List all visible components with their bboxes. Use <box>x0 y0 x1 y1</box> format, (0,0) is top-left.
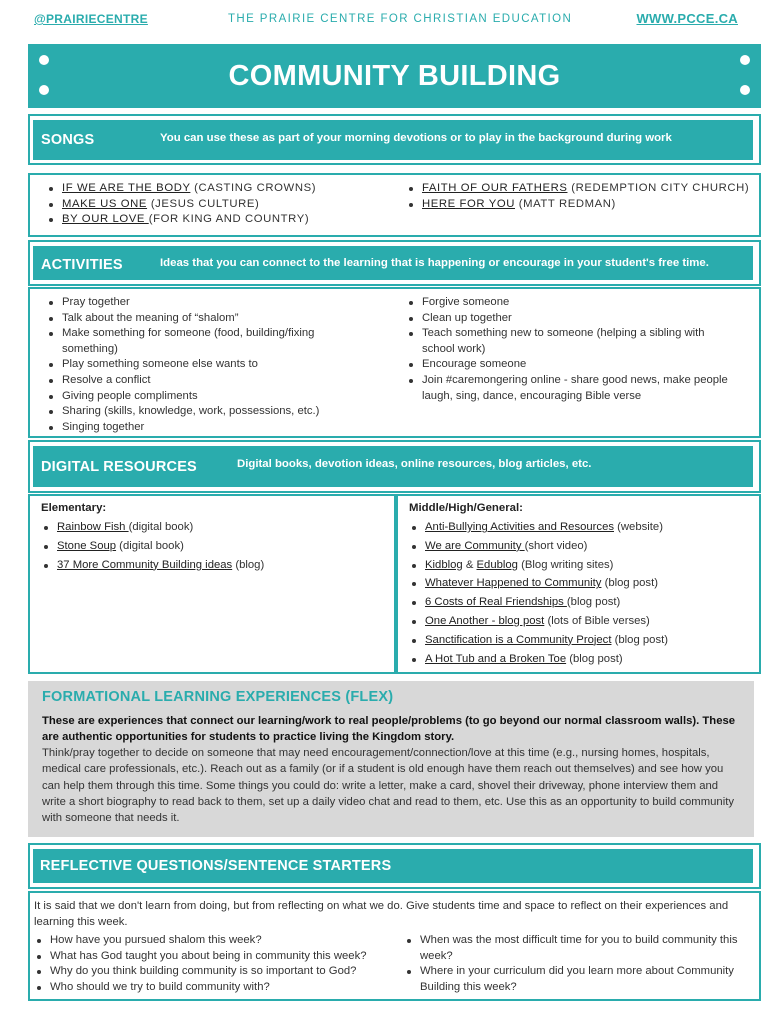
songs-header <box>33 120 753 160</box>
activity-item: Pray together <box>46 295 346 311</box>
songs-list-box <box>28 173 761 237</box>
middle-resource-link[interactable]: Sanctification is a Community Project <box>425 633 612 646</box>
reflective-question-item: Where in your curriculum did you learn more about Community Building this week? <box>404 964 754 995</box>
activity-item: Make something for someone (food, building/fixing something) <box>46 326 346 357</box>
song-item <box>46 181 396 197</box>
song-item <box>406 181 756 197</box>
middle-resource-item <box>409 631 749 650</box>
elementary-resource-text: (blog) <box>232 558 265 571</box>
middle-resource-item <box>409 537 749 556</box>
middle-resource-text: & <box>462 558 477 571</box>
middle-resource-text: (blog post) <box>566 652 623 665</box>
song-link[interactable]: IF WE ARE THE BODY <box>62 182 191 194</box>
middle-resource-text: (short video) <box>524 539 588 552</box>
activities-list-box <box>28 287 761 438</box>
song-item <box>46 197 396 213</box>
elementary-label: Elementary: <box>41 502 107 514</box>
middle-resource-item <box>409 593 749 612</box>
flex-body-text: Think/pray together to decide on someone that may need encouragement/connection/love at this time (e.g., nursing homes, hospitals, medical care professionals, etc.). Reach out as a family (or if a student is old enough have them reach out themselves) and see how you can help them through this time. Some things you could do: write a letter, make a card, shovel their driveway, phone interview them and write a short biography to read back to them, set up a daily video chat and read to them, etc. Use this as an opportunity to build community with someone that needs it. <box>42 747 734 825</box>
activities-list-left <box>46 295 346 435</box>
elementary-resource-link[interactable]: 37 More Community Building ideas <box>57 558 233 571</box>
middle-box <box>396 494 761 674</box>
activities-description: Ideas that you can connect to the learning that is happening or encourage in your student's free time. <box>160 257 709 269</box>
middle-resource-item <box>409 518 749 537</box>
reflective-question-item: Who should we try to build community with? <box>34 980 394 996</box>
reflective-box <box>28 891 761 1001</box>
activity-item: Encourage someone <box>406 357 736 373</box>
elementary-resource-item <box>41 556 381 575</box>
song-link[interactable]: FAITH OF OUR FATHERS <box>422 182 568 194</box>
activities-header <box>33 246 753 280</box>
digital-heading: DIGITAL RESOURCES <box>41 459 197 475</box>
middle-list <box>409 518 749 668</box>
elementary-resource-link[interactable]: Rainbow Fish <box>57 521 129 533</box>
songs-description: You can use these as part of your morning devotions or to play in the background during work <box>160 132 672 144</box>
middle-resource-link[interactable]: A Hot Tub and a Broken Toe <box>425 652 567 665</box>
song-item <box>46 212 396 228</box>
flex-bold-text: These are experiences that connect our learning/work to real people/problems (to go beyond our normal classroom walls). These are authentic opportunities for students to practice living the Kingdom story. <box>42 715 736 744</box>
middle-resource-link[interactable]: We are Community <box>425 539 525 552</box>
org-name: THE PRAIRIE CENTRE FOR CHRISTIAN EDUCATION <box>228 13 573 25</box>
reflective-question-item: Why do you think building community is so important to God? <box>34 964 394 980</box>
activity-item: Join #caremongering online - share good news, make people laugh, sing, dance, encouraging Bible verse <box>406 373 736 404</box>
activity-item: Teach something new to someone (helping a sibling with school work) <box>406 326 736 357</box>
reflective-question-item: How have you pursued shalom this week? <box>34 933 394 949</box>
page-title: COMMUNITY BUILDING <box>228 60 561 92</box>
middle-resource-link[interactable]: Whatever Happened to Community <box>425 577 602 590</box>
songs-list-left <box>46 181 396 228</box>
middle-resource-text: (blog post) <box>566 596 621 609</box>
activity-item: Singing together <box>46 420 346 436</box>
song-text: (REDEMPTION CITY CHURCH) <box>567 182 750 194</box>
middle-resource-text: (website) <box>614 521 663 533</box>
middle-resource-text: (blog post) <box>601 577 658 590</box>
reflective-question-item: What has God taught you about being in community this week? <box>34 949 394 965</box>
reflective-list-left <box>34 933 394 995</box>
elementary-list <box>41 518 381 574</box>
elementary-box <box>28 494 396 674</box>
elementary-resource-text: (digital book) <box>128 521 194 533</box>
website-link[interactable]: WWW.PCCE.CA <box>636 11 738 26</box>
song-link[interactable]: BY OUR LOVE <box>62 213 149 226</box>
songs-list-right <box>406 181 756 212</box>
middle-resource-link[interactable]: One Another - blog post <box>425 614 545 627</box>
middle-resource-link[interactable]: Kidblog <box>425 558 463 571</box>
song-link[interactable]: HERE FOR YOU <box>422 197 515 210</box>
reflective-question-item: When was the most difficult time for you to build community this week? <box>404 933 754 964</box>
reflective-list-right <box>404 933 754 995</box>
songs-heading: SONGS <box>41 132 95 148</box>
reflective-heading: REFLECTIVE QUESTIONS/SENTENCE STARTERS <box>40 858 392 874</box>
activities-heading: ACTIVITIES <box>41 257 123 273</box>
middle-resource-link[interactable]: 6 Costs of Real Friendships <box>425 596 567 609</box>
elementary-resource-text: (digital book) <box>116 539 184 552</box>
handle-link[interactable]: @PRAIRIECENTRE <box>34 12 148 26</box>
middle-resource-item <box>409 650 749 669</box>
activity-item: Talk about the meaning of “shalom” <box>46 311 346 327</box>
middle-resource-link[interactable]: Anti-Bullying Activities and Resources <box>425 521 614 533</box>
flex-section <box>28 681 754 837</box>
activity-item: Giving people compliments <box>46 389 346 405</box>
activity-item: Sharing (skills, knowledge, work, possessions, etc.) <box>46 404 346 420</box>
activity-item: Play something someone else wants to <box>46 357 346 373</box>
activity-item: Clean up together <box>406 311 736 327</box>
middle-resource-item <box>409 556 749 575</box>
elementary-resource-item <box>41 537 381 556</box>
song-text: (CASTING CROWNS) <box>190 182 317 194</box>
song-link[interactable]: MAKE US ONE <box>62 197 148 210</box>
song-item <box>406 197 756 213</box>
middle-resource-item <box>409 574 749 593</box>
digital-description: Digital books, devotion ideas, online resources, blog articles, etc. <box>237 458 592 470</box>
middle-resource-text: (blog post) <box>611 633 668 646</box>
elementary-resource-item <box>41 518 381 537</box>
digital-header <box>33 446 753 487</box>
reflective-intro: It is said that we don't learn from doing, but from reflecting on what we do. Give students time and space to reflect on their experiences and learning this week. <box>34 900 729 928</box>
middle-resource-text: (Blog writing sites) <box>517 558 614 571</box>
flex-heading: FORMATIONAL LEARNING EXPERIENCES (FLEX) <box>42 689 394 705</box>
elementary-resource-link[interactable]: Stone Soup <box>57 539 117 552</box>
song-text: (FOR KING AND COUNTRY) <box>148 213 310 226</box>
title-banner <box>28 44 761 108</box>
middle-resource-text: (lots of Bible verses) <box>544 614 650 627</box>
song-text: (JESUS CULTURE) <box>147 197 260 210</box>
middle-resource-item <box>409 612 749 631</box>
activity-item: Resolve a conflict <box>46 373 346 389</box>
middle-resource-link[interactable]: Edublog <box>476 558 518 571</box>
activities-list-right <box>406 295 736 404</box>
middle-label: Middle/High/General: <box>409 502 523 514</box>
song-text: (MATT REDMAN) <box>515 197 616 210</box>
activity-item: Forgive someone <box>406 295 736 311</box>
reflective-header <box>33 849 753 883</box>
